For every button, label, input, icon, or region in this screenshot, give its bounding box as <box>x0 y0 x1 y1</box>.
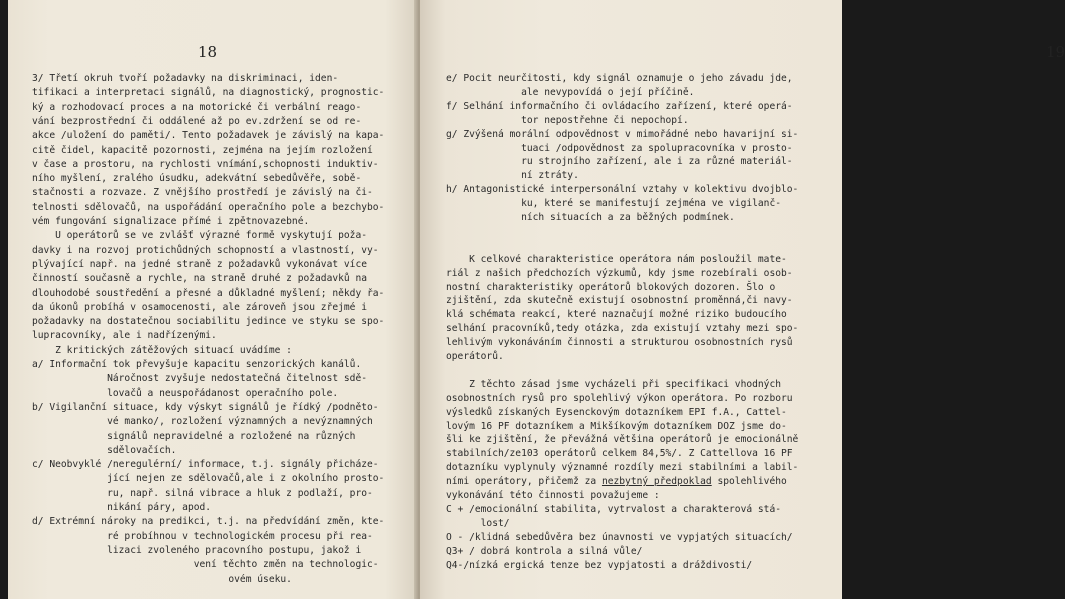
text-line: plývající např. na jedné straně z požadavků vykonávat více <box>32 258 368 270</box>
text-line: sdělovačích. <box>32 444 177 456</box>
text-line: f/ Selhání informačního či ovládacího zařízení, které operá- <box>446 100 793 112</box>
text-line: stabilních/ze103 operátorů celkem 84,5%/. Z Cattellova 16 PF <box>446 448 793 460</box>
text-line: osobnostních rysů pro spolehlivý výkon operátora. Po rozboru <box>446 392 793 404</box>
text-line: ru, např. silná vibrace a hluk z podlaží, pro- <box>32 487 373 499</box>
text-line: zjištění, zda skutečně existují osobnostní proměnná,či navy- <box>446 295 793 307</box>
text-line: citě čidel, kapacitě pozornosti, zejména na jejím rozložení <box>32 144 373 156</box>
text-line: riál z našich předchozích výzkumů, kdy jsme rozebírali osob- <box>446 267 793 279</box>
underlined-phrase: nezbytný předpoklad <box>601 476 712 488</box>
text-line: Z těchto zásad jsme vycházeli při specifikaci vhodných <box>446 378 782 390</box>
text-line: lupracovníky, ale i nadřízenými. <box>32 330 217 342</box>
text-line: klá schémata reakcí, které naznačují možné riziko budoucího <box>446 309 787 321</box>
text-line: lost/ <box>446 517 510 529</box>
text-line: g/ Zvýšená morální odpovědnost v mimořádné nebo havarijní si- <box>446 128 799 140</box>
text-line: činností současně a rychle, na straně druhé z požadavků na <box>32 273 368 285</box>
text-line: ními operátory, přičemž za nezbytný předpoklad spolehlivého <box>446 476 787 488</box>
text-line: tuaci /odpovědnost za spolupracovníka v prosto- <box>446 142 793 154</box>
text-line: vání bezprostřední či oddálené až po ev.zdržení se od re- <box>32 115 362 127</box>
text-line: v čase a prostoru, na rychlosti vnímání,schopnosti induktiv- <box>32 158 379 170</box>
page-number-right: 19 <box>1046 43 1065 61</box>
text-line: lizaci zvoleného pracovního postupu, jakož i <box>32 544 362 556</box>
text-line: Q4-/nízká ergická tenze bez vypjatosti a dráždivosti/ <box>446 559 753 571</box>
text-line: dotazníku vyplynuly významné rozdíly mezi stabilními a labil- <box>446 462 799 474</box>
text-line: Z kritických zátěžových situací uvádíme : <box>32 344 292 356</box>
text-line: Q3+ / dobrá kontrola a silná vůle/ <box>446 545 643 557</box>
text-line: b/ Vigilanční situace, kdy výskyt signálů je řídký /podněto- <box>32 401 379 413</box>
text-line: selhání pracovníků,tedy otázka, zda existují vztahy mezi spo- <box>446 323 799 335</box>
right-page <box>420 0 1065 599</box>
text-line: ní ztráty. <box>446 170 579 182</box>
text-line: šli ke zjištění, že převážná většina operátorů je emocionálně <box>446 434 799 446</box>
text-line: ký a rozhodovací proces a na motorické či verbální reago- <box>32 101 362 113</box>
text-line: K celkové charakteristice operátora nám posloužil mate- <box>446 253 787 265</box>
text-line: d/ Extrémní nároky na predikci, t.j. na předvídání změn, kte- <box>32 516 385 528</box>
text-line: Náročnost zvyšuje nedostatečná čitelnost sdě- <box>32 373 368 385</box>
text-line: ku, které se manifestují zejména ve vigilanč- <box>446 198 782 210</box>
text-line: ovém úseku. <box>32 573 292 585</box>
text-line: signálů nepravidelné a rozložené na různých <box>32 430 356 442</box>
text-line: lovačů a neuspořádanost operačního pole. <box>32 387 339 399</box>
text-line: O - /klidná sebedůvěra bez únavnosti ve vypjatých situacích/ <box>446 531 793 543</box>
text-line: dlouhodobé soustředění a přesné a důkladné myšlení; někdy řa- <box>32 287 385 299</box>
text-line: ních situacích a za běžných podmínek. <box>446 212 735 223</box>
text-line: tor nepostřehne či nepochopí. <box>446 114 689 126</box>
text-line: ré probíhnou v technologickém procesu při rea- <box>32 530 373 542</box>
text-line: vém fungování signalizace přímé i zpětnovazebné. <box>32 216 310 227</box>
text-line: nostní charakteristiky operátorů blokových dozoren. Šlo o <box>446 281 776 293</box>
text-line: da úkonů probíhá v osamocenosti, ale zároveň jsou zřejmé i <box>32 301 368 313</box>
text-line: h/ Antagonistické interpersonální vztahy v kolektivu dvojblo- <box>446 184 799 196</box>
text-line: vení těchto změn na technologic- <box>32 559 379 571</box>
text-line: akce /uložení do paměti/. Tento požadavek je závislý na kapa- <box>32 130 385 142</box>
text-line: požadavky na dostatečnou sociabilitu jedince ve styku se spo- <box>32 316 385 328</box>
text-line: U operátorů se ve zvlášť výrazné formě vyskytují poža- <box>32 230 368 242</box>
text-line: ale nevypovídá o její příčině. <box>446 86 695 98</box>
text-line: jící nejen ze sdělovačů,ale i z okolního prosto- <box>32 473 385 485</box>
text-line: tifikaci a interpretaci signálů, na diagnostický, prognostic- <box>32 87 385 99</box>
text-line: výsledků získaných Eysenckovým dotazníkem EPI f.A., Cattel- <box>446 406 787 418</box>
text-line: ru strojního zařízení, ale i za různé materiál- <box>446 156 793 168</box>
text-line: davky i na rozvoj protichůdných schopností a vlastností, vy- <box>32 244 379 256</box>
text-line: lehlivým vykonáváním činnosti a strukturou osobnostních rysů <box>446 337 793 349</box>
page-number-left: 18 <box>198 43 218 61</box>
text-line: a/ Informační tok převyšuje kapacitu senzorických kanálů. <box>32 359 362 370</box>
text-line: stačnosti a rozvaze. Z vnějšího prostředí je závislý na či- <box>32 187 373 199</box>
text-line: e/ Pocit neurčitosti, kdy signál oznamuje o jeho závadu jde, <box>446 73 793 84</box>
text-line: operátorů. <box>446 351 504 362</box>
text-line: telnosti sdělovačů, na uspořádání operačního pole a bezchybo- <box>32 201 385 213</box>
text-line: ního myšlení, zralého úsudku, adekvátní sebedůvěře, sobě- <box>32 173 362 185</box>
text-line: lovým 16 PF dotazníkem a Mikšíkovým dotazníkem DOZ jsme do- <box>446 420 787 432</box>
text-line: nikání páry, apod. <box>32 502 212 513</box>
left-page <box>8 0 418 599</box>
text-line: c/ Neobvyklé /neregulérní/ informace, t.j. signály přicháze- <box>32 459 379 471</box>
text-line: 3/ Třetí okruh tvoří požadavky na diskriminaci, iden- <box>32 73 339 84</box>
text-line: C + /emocionální stabilita, vytrvalost a charakterová stá- <box>446 503 782 515</box>
text-line: vykonávání této činnosti považujeme : <box>446 490 660 501</box>
text-line: vé manko/, rozložení významných a nevýznamných <box>32 416 373 428</box>
